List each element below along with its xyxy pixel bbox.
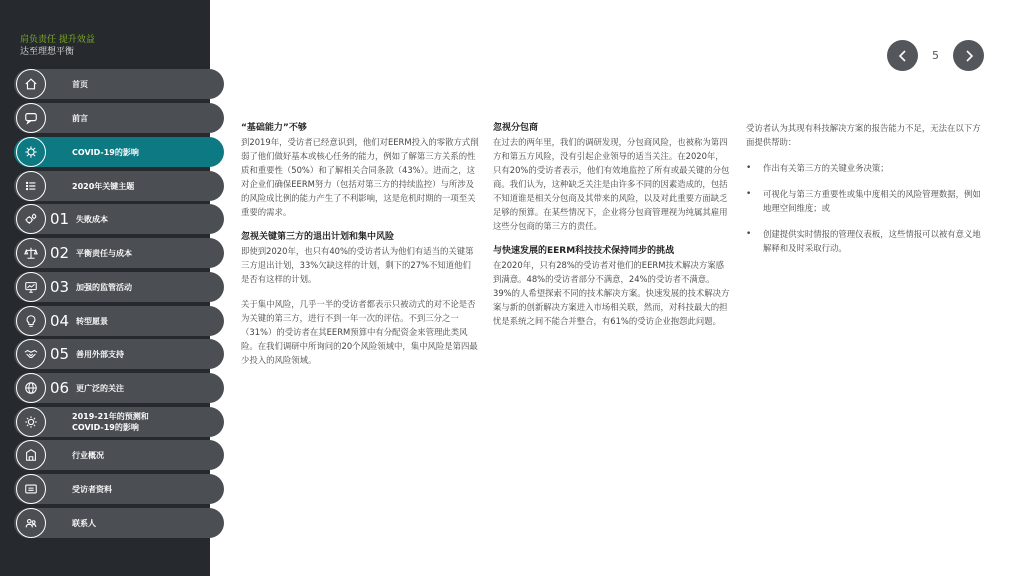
home-icon <box>16 69 46 99</box>
brand-block <box>20 34 95 58</box>
brand-tagline: 肩负责任 提升效益 <box>20 35 95 45</box>
nav-item-05[interactable] <box>14 339 224 369</box>
nav-item-preface[interactable] <box>14 103 224 133</box>
nav-item-home[interactable] <box>14 69 224 99</box>
brand-subtitle: 达至理想平衡 <box>20 47 75 57</box>
section-paragraph: 关于集中风险，几乎一半的受访者都表示只被动式的对不论是否为关键的第三方，进行不到一年一次的评估。不到三分之一（31%）的受访者在其EERM预算中有分配资金来管理此类风险。在我们调研中所询问的20个风险领域中，集中风险是第四最少投入的风险领域。 <box>241 299 478 365</box>
nav-item-respondents[interactable] <box>14 474 224 504</box>
page-number: 5 <box>932 49 939 62</box>
lightbulb-icon <box>16 306 46 336</box>
nav-number: 02 <box>50 244 70 262</box>
globe-icon <box>16 373 46 403</box>
sun-icon <box>16 407 46 437</box>
nav-item-06[interactable] <box>14 373 224 403</box>
nav-label-04: 转型愿景 <box>76 316 108 326</box>
nav-item-industry[interactable] <box>14 440 224 470</box>
building-icon <box>16 440 46 470</box>
nav-number: 04 <box>50 312 70 330</box>
nav-number: 05 <box>50 345 70 363</box>
nav-item-02[interactable] <box>14 238 224 268</box>
section-heading: 与快速发展的EERM科技技术保持同步的挑战 <box>493 246 675 256</box>
section-heading: “基础能力”不够 <box>241 123 307 133</box>
chevron-right-icon <box>962 49 976 63</box>
content-column-2 <box>493 121 731 328</box>
gears-icon <box>16 204 46 234</box>
nav-item-covid[interactable] <box>14 137 224 167</box>
nav-item-01[interactable] <box>14 204 224 234</box>
content-column-3 <box>746 121 984 255</box>
nav-label-06: 更广泛的关注 <box>76 383 124 393</box>
list-item: • 可视化与第三方重要性或集中度相关的风险管理数据，例如地理空间维度；或 <box>746 187 984 215</box>
speech-bubble-icon <box>16 103 46 133</box>
bullet-list <box>746 161 984 255</box>
section-paragraph: 在2020年，只有28%的受访者对他们的EERM技术解决方案感到满意。48%的受访者部分不满意，24%的受访者不满意。39%的人希望探索不同的技术解决方案。快速发展的技术解决方案与新的创新解决方案进入市场相关联，然而，对科技最大的担忧是系统之间不能合并整合，有61%的受访企业抱怨此问题。 <box>493 260 730 326</box>
section-paragraph: 即使到2020年，也只有40%的受访者认为他们有适当的关键第三方退出计划，33%欠缺这样的计划，剩下的27%不知道他们是否有这样的计划。 <box>241 246 474 284</box>
section-paragraph: 到2019年，受访者已经意识到，他们对EERM投入的零散方式削弱了他们做好基本或核心任务的能力，例如了解第三方关系的性质和重要性（50%）和了解相关合同条款（43%）。进而之，这对企业们确保EERM努力（包括对第三方的持续监控）与所涉及的风险成比例的能力产生了不利影响，这是危机时期的一项至关重要的需求。 <box>241 137 479 217</box>
nav-item-contacts[interactable] <box>14 508 224 538</box>
nav-item-04[interactable] <box>14 306 224 336</box>
section-heading: 忽视关键第三方的退出计划和集中风险 <box>241 232 395 242</box>
nav-number: 01 <box>50 210 70 228</box>
nav-label-covid: COVID-19的影响 <box>72 147 139 157</box>
nav-label-05: 善用外部支持 <box>76 349 124 359</box>
nav-label-industry: 行业概况 <box>72 450 104 460</box>
section-paragraph: 在过去的两年里，我们的调研发现，分包商风险，也被称为第四方和第五方风险，没有引起企业领导的适当关注。在2020年，只有20%的受访者表示，他们有效地监控了所有或最关键的分包商。我们认为，这种缺乏关注是由许多不同的因素造成的，包括不知道谁是相关分包商及其带来的风险，以及对此重要方面缺乏足够的预算。在某些情况下，企业将分包商管理视为纯属其雇用这些分包商的第三方的责任。 <box>493 137 730 231</box>
nav-number: 03 <box>50 278 70 296</box>
handshake-icon <box>16 339 46 369</box>
nav-label-contacts: 联系人 <box>72 518 96 528</box>
nav-label-home: 首页 <box>72 79 88 89</box>
nav-label-preface: 前言 <box>72 113 88 123</box>
nav-label-03: 加强的监管活动 <box>76 282 132 292</box>
nav-label-respondents: 受访者资料 <box>72 484 112 494</box>
content-column-1 <box>241 121 479 367</box>
monitor-icon <box>16 272 46 302</box>
virus-icon <box>16 137 46 167</box>
nav-label-forecast-line1: 2019-21年的预测和 <box>72 412 149 421</box>
contacts-icon <box>16 508 46 538</box>
section-heading: 忽视分包商 <box>493 123 539 133</box>
list-item: • 创建提供实时情报的管理仪表板，这些情报可以被有意义地解释和及时采取行动。 <box>746 227 984 255</box>
id-card-icon <box>16 474 46 504</box>
nav-label-forecast <box>72 411 149 433</box>
chevron-left-icon <box>896 49 910 63</box>
nav-item-forecast[interactable] <box>14 407 224 437</box>
section-paragraph: 受访者认为其现有科技解决方案的报告能力不足，无法在以下方面提供帮助： <box>746 123 981 147</box>
next-page-button[interactable] <box>953 40 984 71</box>
previous-page-button[interactable] <box>887 40 918 71</box>
nav-number: 06 <box>50 379 70 397</box>
balance-icon <box>16 238 46 268</box>
page-navigator <box>887 40 984 71</box>
nav-label-01: 失败成本 <box>76 214 108 224</box>
list-item: • 作出有关第三方的关键业务决策； <box>746 161 984 175</box>
nav-item-03[interactable] <box>14 272 224 302</box>
nav-label-forecast-line2: COVID-19的影响 <box>72 423 139 432</box>
nav-item-key-themes[interactable] <box>14 171 224 201</box>
nav-label-02: 平衡责任与成本 <box>76 248 132 258</box>
nav-label-key-themes: 2020年关键主题 <box>72 181 135 191</box>
list-icon <box>16 171 46 201</box>
